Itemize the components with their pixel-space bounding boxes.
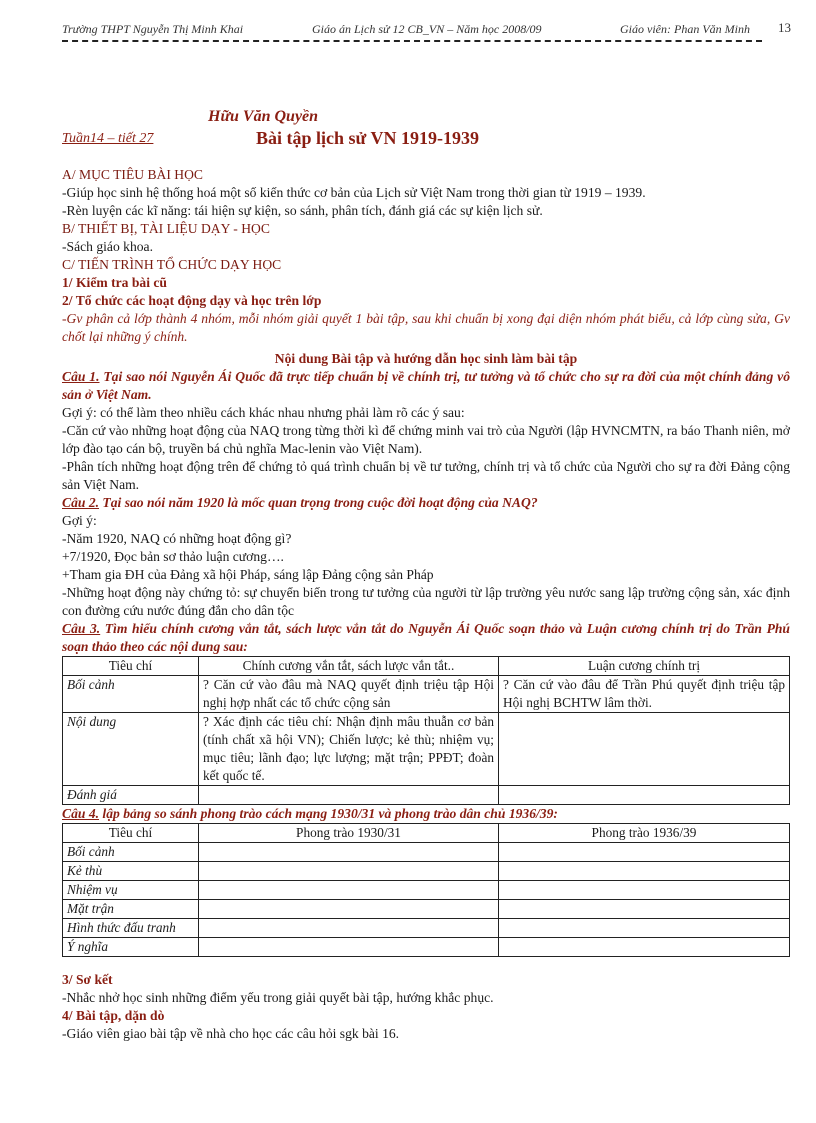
table-cell xyxy=(499,938,790,957)
table-cell: ? Căn cứ vào đâu mà NAQ quyết định triệu tập Hội nghị hợp nhất các tổ chức cộng sản xyxy=(199,676,499,713)
section-b-item: -Sách giáo khoa. xyxy=(62,239,153,254)
table-cell xyxy=(199,919,499,938)
section-a-heading: A/ MỤC TIÊU BÀI HỌC xyxy=(62,167,203,182)
table-cell: Bối cảnh xyxy=(63,676,199,713)
table-cell xyxy=(199,843,499,862)
page-number: 13 xyxy=(778,20,791,35)
table-cell xyxy=(199,881,499,900)
question-4 xyxy=(62,805,790,823)
question-2-label: Câu 2. xyxy=(62,495,100,510)
question-4-label: Câu 4. xyxy=(62,806,100,821)
table-row xyxy=(63,919,790,938)
table-row xyxy=(63,938,790,957)
table-cell xyxy=(499,713,790,786)
section-a-item: -Giúp học sinh hệ thống hoá một số kiến thức cơ bản của Lịch sử Việt Nam trong thời gian từ 1919 – 1939. xyxy=(62,185,646,200)
content-heading: Nội dung Bài tập và hướng dẫn học sinh làm bài tập xyxy=(274,351,578,366)
section-c-heading: C/ TIẾN TRÌNH TỔ CHỨC DẠY HỌC xyxy=(62,257,282,272)
question-1-label: Câu 1. xyxy=(62,369,100,384)
table-row xyxy=(63,786,790,805)
question-2 xyxy=(62,494,790,512)
table-cell xyxy=(499,786,790,805)
header-school: Trường THPT Nguyễn Thị Minh Khai xyxy=(62,22,244,36)
header-subject: Giáo án Lịch sử 12 CB_VN – Năm học 2008/09 xyxy=(312,22,542,36)
subsection-3-heading: 3/ Sơ kết xyxy=(62,972,113,987)
table-cell xyxy=(199,938,499,957)
section-b-heading: B/ THIẾT BỊ, TÀI LIỆU DẠY - HỌC xyxy=(62,221,270,236)
question-2-line: +7/1920, Đọc bản sơ thảo luận cương…. xyxy=(62,549,284,564)
table-header-row xyxy=(63,824,790,843)
table-cell: Mặt trận xyxy=(63,900,199,919)
question-4-table xyxy=(62,823,790,957)
table-header-row xyxy=(63,657,790,676)
question-2-line: -Những hoạt động này chứng tỏ: sự chuyển biến trong tư tưởng của người từ lập trường yêu nước sang lập trường cộng sản, xác định con đường cứu nước đúng đắn cho dân tộc xyxy=(62,585,790,618)
table-header: Luận cương chính trị xyxy=(499,657,790,676)
week-period: Tuần14 – tiết 27 xyxy=(62,131,154,146)
subsection-4-heading: 4/ Bài tập, dặn dò xyxy=(62,1008,165,1023)
table-row xyxy=(63,843,790,862)
table-cell: ? Căn cứ vào đâu để Trần Phú quyết định triệu tập Hội nghị BCHTW lâm thời. xyxy=(499,676,790,713)
subsection-4-text: -Giáo viên giao bài tập về nhà cho học các câu hỏi sgk bài 16. xyxy=(62,1026,400,1041)
table-header: Chính cương vắn tắt, sách lược vắn tắt.. xyxy=(199,657,499,676)
question-1-line: -Phân tích những hoạt động trên để chứng tỏ quá trình chuẩn bị về tư tưởng, chính trị và tổ chức của Người cho sự ra đời Đảng cộng sản Việt Nam. xyxy=(62,459,790,492)
table-cell xyxy=(499,881,790,900)
question-3-text: Tìm hiểu chính cương vắn tắt, sách lược vắn tắt do Nguyễn Ái Quốc soạn thảo và Luận cương chính trị do Trần Phú soạn thảo theo các nội dung sau: xyxy=(62,621,790,654)
table-row xyxy=(63,900,790,919)
table-cell xyxy=(499,919,790,938)
question-4-text: lập bảng so sánh phong trào cách mạng 1930/31 và phong trào dân chủ 1936/39: xyxy=(99,806,558,821)
table-row xyxy=(63,862,790,881)
subsection-3-text: -Nhắc nhở học sinh những điểm yếu trong giải quyết bài tập, hướng khắc phục. xyxy=(62,990,494,1005)
question-3-label: Câu 3. xyxy=(62,621,101,636)
section-a-item: -Rèn luyện các kĩ năng: tái hiện sự kiện, so sánh, phân tích, đánh giá các sự kiện lịch sử. xyxy=(62,203,543,218)
question-2-hint: Gợi ý: xyxy=(62,513,97,528)
header-teacher: Giáo viên: Phan Văn Minh xyxy=(620,22,750,36)
table-row xyxy=(63,676,790,713)
question-1 xyxy=(62,368,790,404)
table-cell: Hình thức đấu tranh xyxy=(63,919,199,938)
question-3-table xyxy=(62,656,790,805)
table-cell: Kẻ thù xyxy=(63,862,199,881)
table-cell: Bối cảnh xyxy=(63,843,199,862)
table-header: Tiêu chí xyxy=(63,657,199,676)
table-row xyxy=(63,881,790,900)
table-cell xyxy=(499,843,790,862)
lesson-body xyxy=(62,166,790,1043)
table-cell: Nội dung xyxy=(63,713,199,786)
page-header xyxy=(62,20,762,42)
lesson-title: Bài tập lịch sử VN 1919-1939 xyxy=(256,128,479,148)
question-1-text: Tại sao nói Nguyễn Ái Quốc đã trực tiếp chuẩn bị về chính trị, tư tưởng và tổ chức cho sự ra đời của một chính đảng vô sản ở Việt Nam. xyxy=(62,369,790,402)
subsection-1-heading: 1/ Kiểm tra bài cũ xyxy=(62,275,167,290)
table-cell: Nhiệm vụ xyxy=(63,881,199,900)
question-2-line: +Tham gia ĐH của Đảng xã hội Pháp, sáng lập Đảng cộng sản Pháp xyxy=(62,567,434,582)
subsection-2-heading: 2/ Tổ chức các hoạt động dạy và học trên lớp xyxy=(62,293,322,308)
table-header: Tiêu chí xyxy=(63,824,199,843)
question-3 xyxy=(62,620,790,656)
author-name: Hữu Văn Quyền xyxy=(208,108,319,125)
table-cell xyxy=(199,862,499,881)
table-cell xyxy=(199,786,499,805)
table-cell xyxy=(199,900,499,919)
table-row xyxy=(63,713,790,786)
table-cell: Ý nghĩa xyxy=(63,938,199,957)
question-2-line: -Năm 1920, NAQ có những hoạt động gì? xyxy=(62,531,292,546)
table-cell: ? Xác định các tiêu chí: Nhận định mâu thuẫn cơ bản (tính chất xã hội VN); Chiến lược; kẻ thù; nhiệm vụ; mục tiêu; lãnh đạo; lực lượng; mặt trận; PPĐT; đoàn kết quốc tế. xyxy=(199,713,499,786)
question-1-hint: Gợi ý: có thể làm theo nhiều cách khác nhau nhưng phải làm rõ các ý sau: xyxy=(62,405,465,420)
table-header: Phong trào 1930/31 xyxy=(199,824,499,843)
question-2-text: Tại sao nói năm 1920 là mốc quan trọng trong cuộc đời hoạt động của NAQ? xyxy=(99,495,538,510)
subsection-2-text: -Gv phân cả lớp thành 4 nhóm, mỗi nhóm giải quyết 1 bài tập, sau khi chuẩn bị xong đại diện nhóm phát biểu, cả lớp cùng sửa, Gv chốt lại những ý chính. xyxy=(62,311,790,344)
table-cell xyxy=(499,900,790,919)
table-cell: Đánh giá xyxy=(63,786,199,805)
table-header: Phong trào 1936/39 xyxy=(499,824,790,843)
table-cell xyxy=(499,862,790,881)
question-1-line: -Căn cứ vào những hoạt động của NAQ trong từng thời kì để chứng minh vai trò của Người (lập HVNCMTN, ra báo Thanh niên, mở lớp đào tạo cán bộ, truyền bá chủ nghĩa Mac-lenin vào Việt Nam). xyxy=(62,423,790,456)
